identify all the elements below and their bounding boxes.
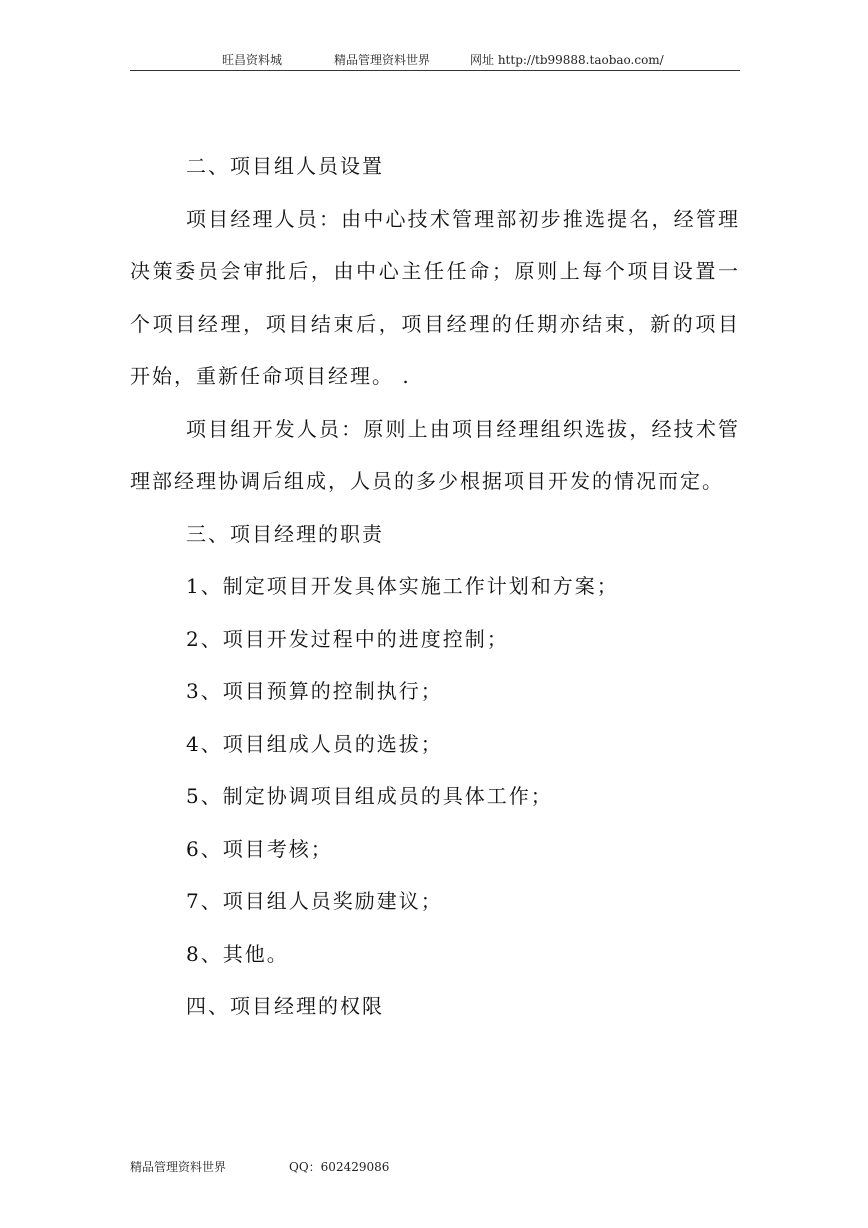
header-url: 网址 http://tb99888.taobao.com/ [470,53,664,67]
list-item: 7、项目组人员奖励建议； [186,889,443,913]
list-item: 8、其他。 [186,941,289,966]
paragraph-dev-staff: 项目组开发人员：原则上由项目经理组织选拔，经技术管理部经理协调后组成，人员的多少根据项目开发的情况而定。 [130,416,740,493]
header-site-name: 精品管理资料世界 [334,53,431,67]
page-header [130,50,740,71]
section-heading-4: 四、项目经理的权限 [186,994,384,1018]
paragraph-project-manager: 项目经理人员：由中心技术管理部初步推选提名，经管理决策委员会审批后，由中心主任任命；原则上每个项目设置一个项目经理，项目结束后，项目经理的任期亦结束，新的项目开始，重新任命项目经理。 . [130,206,740,388]
list-item: 1、制定项目开发具体实施工作计划和方案； [186,574,619,598]
section-heading-3: 三、项目经理的职责 [186,521,384,546]
list-item: 5、制定协调项目组成员的具体工作； [186,784,553,808]
section-heading-2: 二、项目组人员设置 [186,154,384,178]
page-footer [130,1157,740,1177]
list-item: 2、项目开发过程中的进度控制； [186,626,509,651]
document-body [130,140,740,1033]
header-shop-name: 旺昌资料城 [222,53,283,67]
footer-qq: QQ：602429086 [289,1160,390,1174]
list-item: 3、项目预算的控制执行； [186,679,443,703]
footer-site-name: 精品管理资料世界 [130,1160,227,1174]
list-item: 4、项目组成人员的选拔； [186,731,443,756]
list-item: 6、项目考核； [186,836,333,861]
